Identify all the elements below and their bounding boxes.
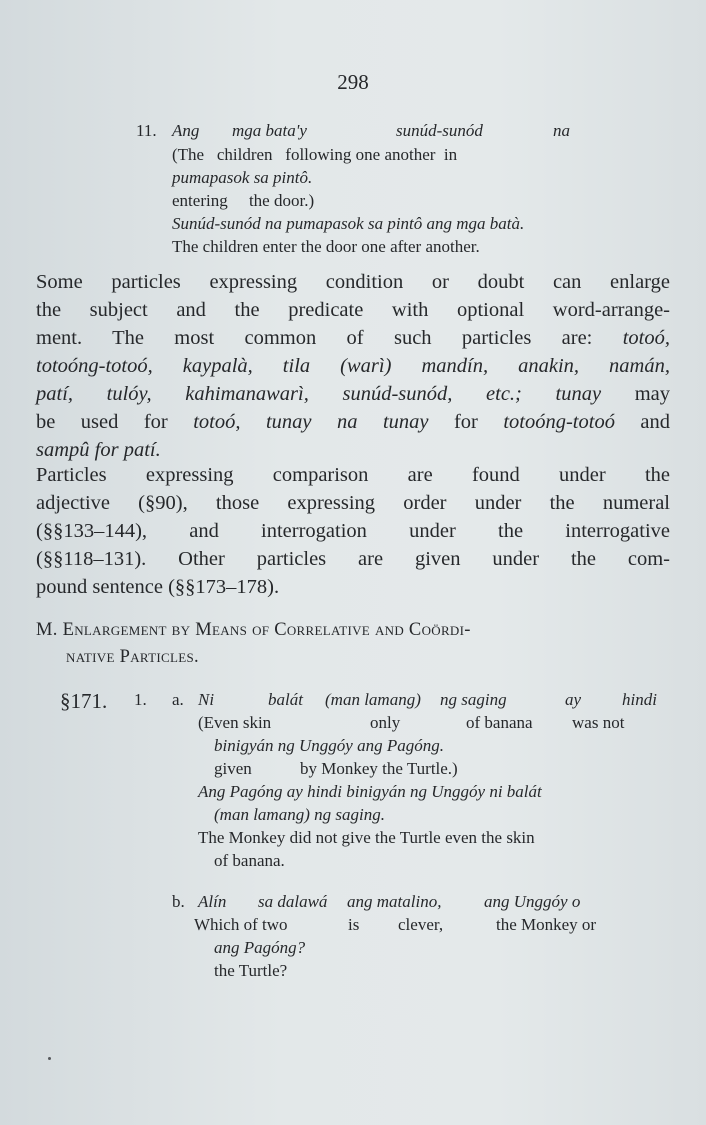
- page-speck: [48, 1057, 51, 1060]
- example-line: pumapasok sa pintô.: [172, 168, 313, 187]
- text-line: adjective (§90), those expressing order under the numeral: [36, 492, 670, 514]
- example-word: sunúd-sunód: [396, 121, 483, 140]
- example-gloss: the Turtle?: [214, 961, 288, 980]
- example-word: ng saging: [440, 690, 507, 709]
- text-line: ment. The most common of such particles are: totoó,: [36, 327, 670, 349]
- example-gloss: is: [348, 915, 360, 934]
- example-sentence: Ang Pagóng ay hindi binigyán ng Unggóy ni balát: [198, 782, 542, 801]
- example-word: balát: [268, 690, 303, 709]
- example-word: mga bata'y: [232, 121, 307, 140]
- text-line: Particles expressing comparison are found under the: [36, 464, 670, 486]
- section-number: §171.: [60, 689, 108, 713]
- example-gloss: (The children following one another in: [172, 145, 458, 164]
- example-translation: The Monkey did not give the Turtle even the skin: [198, 828, 535, 847]
- example-label: b.: [172, 892, 185, 911]
- example-word: Alín: [198, 892, 227, 911]
- example-gloss: Which of two: [194, 915, 288, 934]
- paragraph-particles: [36, 268, 670, 464]
- example-word: hindi: [622, 690, 657, 709]
- text-line: be used for totoó, tunay na tunay for totoóng-totoó and: [36, 411, 671, 433]
- text-line: (§§133–144), and interrogation under the interrogative: [36, 520, 670, 542]
- text-line: the subject and the predicate with optional word-arrange-: [36, 299, 670, 321]
- example-gloss: the Monkey or: [496, 915, 597, 934]
- text-line: pound sentence (§§173–178).: [36, 576, 280, 598]
- example-sentence: (man lamang) ng saging.: [214, 805, 385, 824]
- section-heading-line: M. Enlargement by Means of Correlative and Coördi-: [36, 620, 471, 640]
- example-gloss: (Even skin: [198, 713, 272, 732]
- text-line: (§§118–131). Other particles are given under the com-: [36, 548, 670, 570]
- example-sentence: Sunúd-sunód na pumapasok sa pintô ang mga batà.: [172, 214, 525, 233]
- example-gloss: only: [370, 713, 401, 732]
- example-gloss: clever,: [398, 915, 444, 934]
- example-word: (man lamang): [325, 690, 421, 709]
- example-word: na: [553, 121, 570, 140]
- example-line: ang Pagóng?: [214, 938, 306, 957]
- example-word: sa dalawá: [258, 892, 328, 911]
- example-word: ang matalino,: [347, 892, 442, 911]
- example-word: ay: [565, 690, 582, 709]
- example-word: ang Unggóy o: [484, 892, 581, 911]
- example-gloss: by Monkey the Turtle.): [300, 759, 458, 778]
- example-translation: The children enter the door one after another.: [172, 237, 480, 256]
- paragraph-comparison: [36, 461, 670, 601]
- example-gloss: was not: [572, 713, 625, 732]
- example-label: a.: [172, 690, 184, 709]
- page-number: 298: [337, 70, 369, 94]
- text-line: Some particles expressing condition or doubt can enlarge: [36, 271, 670, 293]
- example-word: Ang: [172, 121, 200, 140]
- subsection-number: 1.: [134, 690, 147, 709]
- section-heading-line: native Particles.: [66, 647, 199, 667]
- example-line: binigyán ng Unggóy ang Pagóng.: [214, 736, 444, 755]
- example-number: 11.: [136, 121, 157, 140]
- text-line: patí, tulóy, kahimanawarì, sunúd-sunód, etc.; tunay may: [36, 383, 670, 405]
- example-gloss: given: [214, 759, 252, 778]
- example-word: Ni: [198, 690, 215, 709]
- text-line: totoóng-totoó, kaypalà, tila (warì) mandín, anakin, namán,: [36, 355, 670, 377]
- example-gloss: of banana: [466, 713, 533, 732]
- example-gloss: entering the door.): [172, 191, 315, 210]
- text-line: sampû for patí.: [36, 439, 161, 461]
- example-translation: of banana.: [214, 851, 285, 870]
